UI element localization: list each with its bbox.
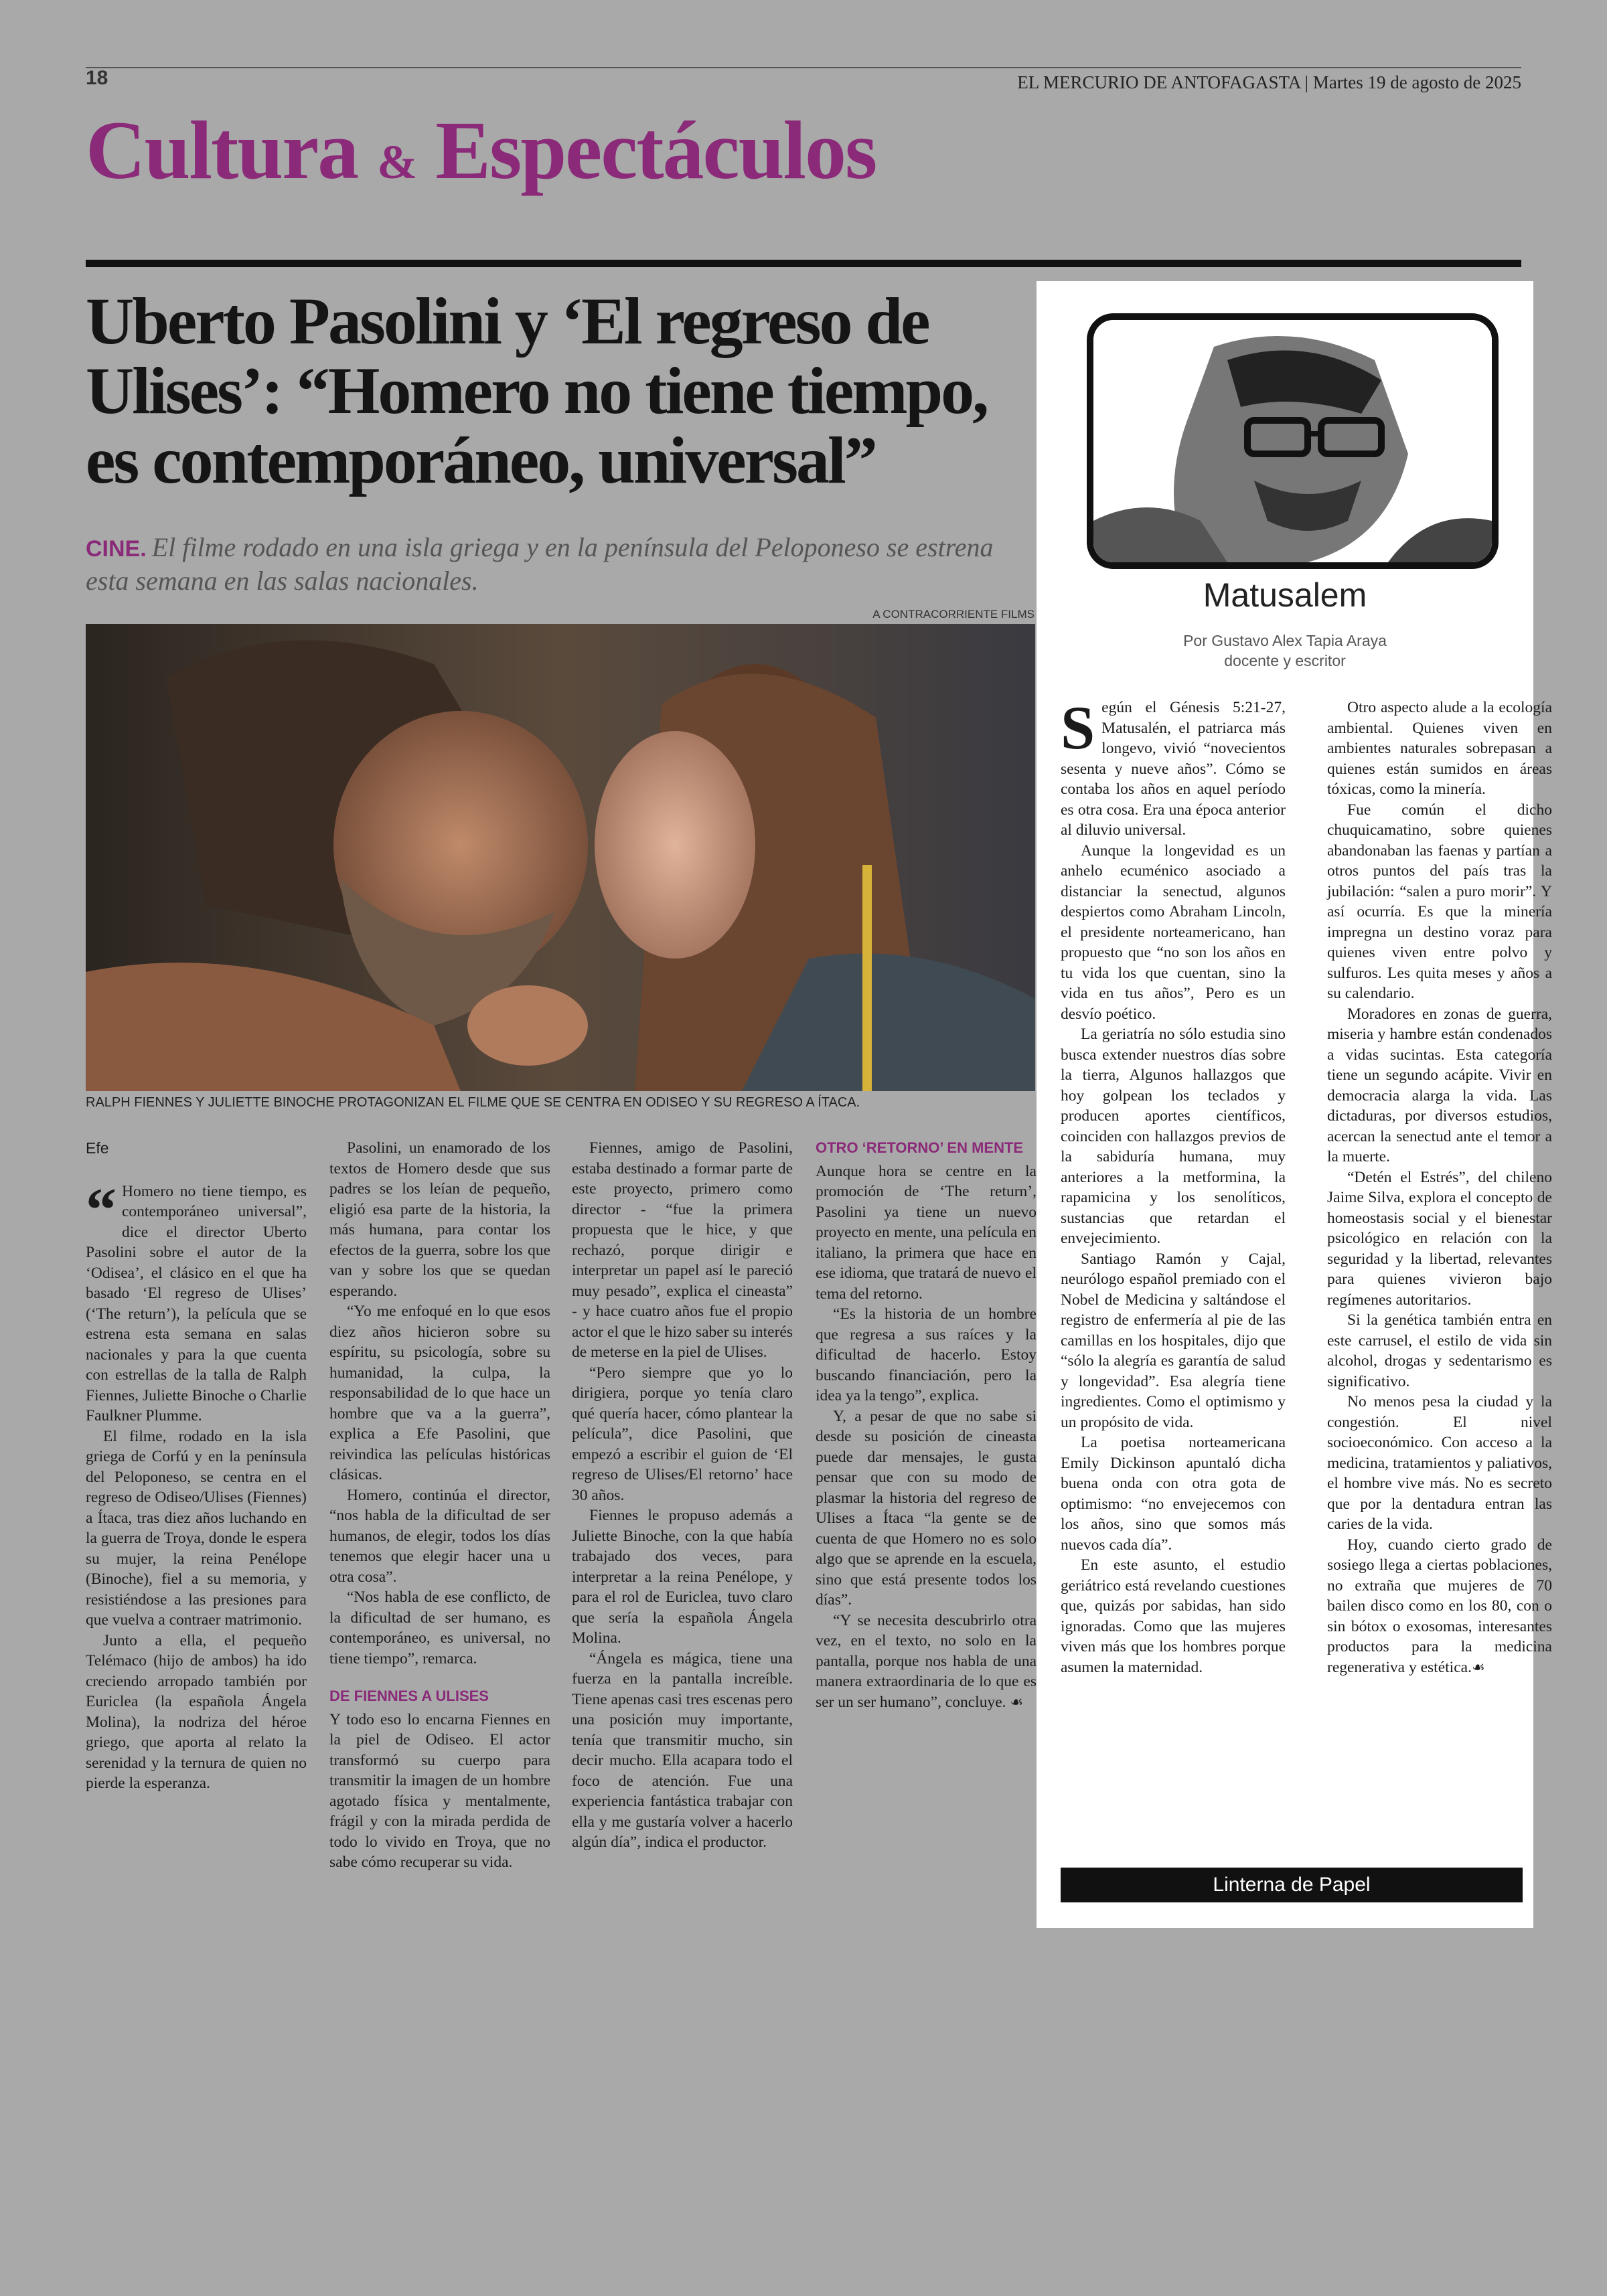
column-end-mark: ☙	[1471, 1659, 1485, 1676]
opinion-column-right: Otro aspecto alude a la ecología ambiental. Quienes viven en ambientes naturales sobrepasan a quienes están sumidos en áreas tóxicas, como la minería. Fue común el dicho chuquicamatino, sobre quienes abandonaban las faenas y partían a otros puntos del país tras la jubilación: “salen a puro morir”. Y así ocurría. Es que la minería impregna un destino voraz para quienes viven entre polvo y sulfuros. Les quita meses y años a su calendario. Moradores en zonas de guerra, miseria y hambre están condenados a vidas sucintas. Esta categoría tiene un segundo acápite. Vivir en democracia alarga la vida. Las dictaduras, por diversos estudios, acercan la senectud ante el temor a la muerte. “Detén el Estrés”, del chileno Jaime Silva, explora el concepto de homeostasis social y el bienestar psicológico en relación con la seguridad y la libertad, relevantes para quienes vivieron bajo regímenes autoritarios. Si la genética también entra en este carrusel, el estilo de vida sin alcohol, drogas y sedentarismo es significativo. No menos pesa la ciudad y la congestión. El nivel socioeconómico. Con acceso a la medicina, tratamientos y paliativos, el hombre vive más. No es secreto que por la dentadura entran las caries de la vida. Hoy, cuando cierto grado de sosiego llega a ciertas poblaciones, no extraña que mujeres de 70 bailen disco como en los 80, con o sin bótox o exosomas, interesantes productos para la medicina regenerativa y estética.☙	[1327, 699, 1552, 1676]
article-headline: Uberto Pasolini y ‘El regreso de Ulises’: “Homero no tiene tiempo, es contemporáneo, universal”	[86, 284, 988, 497]
subhead-fiennes: DE FIENNES A ULISES	[329, 1688, 489, 1704]
author-portrait-illustration	[1093, 320, 1492, 562]
article-column-3: Fiennes, amigo de Pasolini, estaba destinado a formar parte de este proyecto, primero como director - “fue la primera propuesta que le hice, y que rechazó, porque dirigir e interpretar un papel así le pareció muy pesado”, explica el cineasta” - y hace cuatro años fue el propio actor el que le hizo saber su interés de meterse en la piel de Ulises. “Pero siempre que yo lo dirigiera, porque yo tenía claro qué quería hacer, cómo plantear la película”, dice Pasolini, que empezó a escribir el guion de ‘El regreso de Ulises/El retorno’ hace 30 años. Fiennes le propuso además a Juliette Binoche, con la que había trabajado dos veces, para interpretar a la reina Penélope, y para el rol de Euriclea, tuvo claro que sería la española Ángela Molina. “Ángela es mágica, tiene una fuerza en la pantalla increíble. Tiene apenas casi tres escenas pero una posición muy importante, tenía que transmitir mucho, sin decir mucho. Ella acapara todo el foco de atención. Fue una experiencia fantástica trabajar con ella y me gustaría volver a hacerlo algún día”, indica el productor.	[572, 1139, 793, 1851]
top-rule	[86, 67, 1521, 68]
lead-paragraph: “ Homero no tiene tiempo, es contemporáneo universal”, dice el director Uberto Pasolini sobre el autor de la ‘Odisea’, el clásico en el que ha basado ‘El regreso de Ulises’ (‘The return’), la película que se estrena esta semana en salas nacionales y para la que cuenta con estrellas de la talla de Ralph Fiennes, Juliette Binoche o Charlie Faulkner Plumme.	[86, 1175, 307, 1424]
masthead: EL MERCURIO DE ANTOFAGASTA | Martes 19 de agosto de 2025	[1017, 72, 1521, 92]
page-number: 18	[86, 67, 108, 89]
opinion-column-box	[1037, 281, 1552, 1928]
publication-name: EL MERCURIO DE ANTOFAGASTA	[1017, 72, 1300, 92]
column-title: Matusalem	[1203, 576, 1367, 614]
article-column-2: Pasolini, un enamorado de los textos de Homero desde que sus padres se los leían de pequeño, eligió esa parte de la historia, la más humana, para contar los efectos de la guerra, sobre los que van y sobre los que se quedan esperando. “Yo me enfoqué en lo que esos diez años hicieron sobre su espíritu, su psicología, sobre su humanidad, la culpa, la responsabilidad de lo que hace un hombre que va a la guerra”, explica a Efe Pasolini, que reivindica las películas históricas clásicas. Homero, continúa el director, “nos habla de la dificultad de ser humanos, de elegir, todos los días tenemos que elegir hacer una u otra cosa”. “Nos habla de ese conflicto, de la dificultad de ser humano, es contemporáneo, es universal, no tiene tiempo”, remarca. DE FIENNES A ULISES Y todo eso lo encarna Fiennes en la piel de Odiseo. El actor transformó su cuerpo para transmitir la imagen de un hombre agotado física y mentalmente, frágil y con la mirada perdida de todo lo vivido en Troya, que no sabe cómo recuperar su vida.	[329, 1139, 550, 1871]
deck-kicker: CINE.	[86, 536, 147, 562]
photo-caption: RALPH FIENNES Y JULIETTE BINOCHE PROTAGONIZAN EL FILME QUE SE CENTRA EN ODISEO Y SU REGRESO A ÍTACA.	[86, 1095, 860, 1110]
article-column-1: Efe “ Homero no tiene tiempo, es contemporáneo universal”, dice el director Uberto Pasolini sobre el autor de la ‘Odisea’, el clásico en el que ha basado ‘El regreso de Ulises’ (‘The return’), la película que se estrena esta semana en salas nacionales y para la que cuenta con estrellas de la talla de Ralph Fiennes, Juliette Binoche o Charlie Faulkner Plumme. El filme, rodado en la isla griega de Corfú y en la península del Peloponeso, se centra en el regreso de Odiseo/Ulises (Fiennes) a Ítaca, tras diez años luchando en la guerra de Troya, donde le espera su mujer, la reina Penélope (Binoche), fiel a su memoria, y resistiéndose a las presiones para que vuelva a contraer matrimonio. Junto a ella, el pequeño Telémaco (hijo de ambos) ha ido creciendo arropado también por Euriclea (la española Ángela Molina), la nodriza del héroe griego, que aporta al relato la serenidad y la ternura de quien no pierde la esperanza.	[86, 1139, 307, 1792]
author-role: docente y escritor	[1224, 652, 1346, 669]
opening-quote-mark: “	[86, 1175, 117, 1244]
article-column-4: OTRO ‘RETORNO’ EN MENTE Aunque hora se centre en la promoción de ‘The return’, Pasolini ya tiene un nuevo proyecto en mente, una película en italiano, la primera que hace en ese idioma, que tratará de nuevo el tema del retorno. “Es la historia de un hombre que regresa a sus raíces y la dificultad de hacerlo. Estoy buscando financiación, pero la idea ya la tengo”, explica. Y, a pesar de que no sabe si desde su posición de cineasta puede dar mensajes, le gusta pensar que con su modo de plasmar la historia del regreso de Ulises a Ítaca “la gente se de cuenta de que Homero no es solo algo que se aprende en la escuela, sino que está presente todos los días”. “Y se necesita descubrirlo otra vez, en el texto, no solo en la pantalla, porque nos habla de una manera extraordinaria de lo que es ser un ser humano”, concluye. ☙	[816, 1139, 1037, 1711]
article-photo	[86, 624, 1035, 1091]
photo-credit: A CONTRACORRIENTE FILMS	[872, 608, 1035, 621]
section-title: Cultura & Espectáculos	[86, 104, 876, 196]
subhead-retorno: OTRO ‘RETORNO’ EN MENTE	[816, 1139, 1024, 1156]
issue-date: Martes 19 de agosto de 2025	[1312, 72, 1521, 92]
end-mark: ☙	[1010, 1694, 1024, 1711]
film-still-image	[86, 624, 1035, 1091]
drop-cap: S	[1061, 693, 1095, 762]
opinion-column-left: Según el Génesis 5:21-27, Matusalén, el patriarca más longevo, vivió “novecientos sesenta y nueve años”. Cómo se contaba los años en aquel período es otra cosa. Era una época anterior al diluvio universal. Aunque la longevidad es un anhelo ecuménico asociado a distanciar la senectud, algunos despiertos como Abraham Lincoln, el presidente norteamericano, han propuesto que “no son los años en tu vida los que cuentan, sino la vida en tus años”, Pero es un desvío poético. La geriatría no sólo estudia sino busca extender nuestros días sobre la tierra, Algunos hallazgos que hoy golpean los teclados y producen aportes científicos, coinciden con hallazgos previos de la sabiduría humana, muy anteriores a la metformina, la rapamicina y los senolíticos, sustancias que retardan el envejecimiento. Santiago Ramón y Cajal, neurólogo español premiado con el Nobel de Medicina y saltándose el registro de enfermería al pie de las camillas en los hospitales, dijo que “sólo la alegría es garantía de salud y longevidad”. Esa alegría tiene ingredientes. Como el optimismo y un propósito de vida. La poetisa norteamericana Emily Dickinson apuntaló dicha buena onda con otra gota de optimismo: “no envejecemos con los años, sino que somos más nuevos cada día”. En este asunto, el estudio geriátrico está revelando cuestiones que, quizás por sabidas, han sido ignoradas. Como que las mujeres viven más que los hombres porque asumen la maternidad.	[1061, 693, 1286, 1676]
section-rule	[86, 260, 1521, 267]
article-deck: CINE. El filme rodado en una isla griega y en la península del Peloponeso se estrena esta semana en las salas nacionales.	[86, 532, 994, 596]
author-portrait	[1087, 313, 1499, 569]
byline: Efe	[86, 1139, 109, 1157]
column-footer-bar: Linterna de Papel	[1061, 1868, 1523, 1902]
column-author: Por Gustavo Alex Tapia Araya docente y escritor	[1037, 631, 1533, 671]
